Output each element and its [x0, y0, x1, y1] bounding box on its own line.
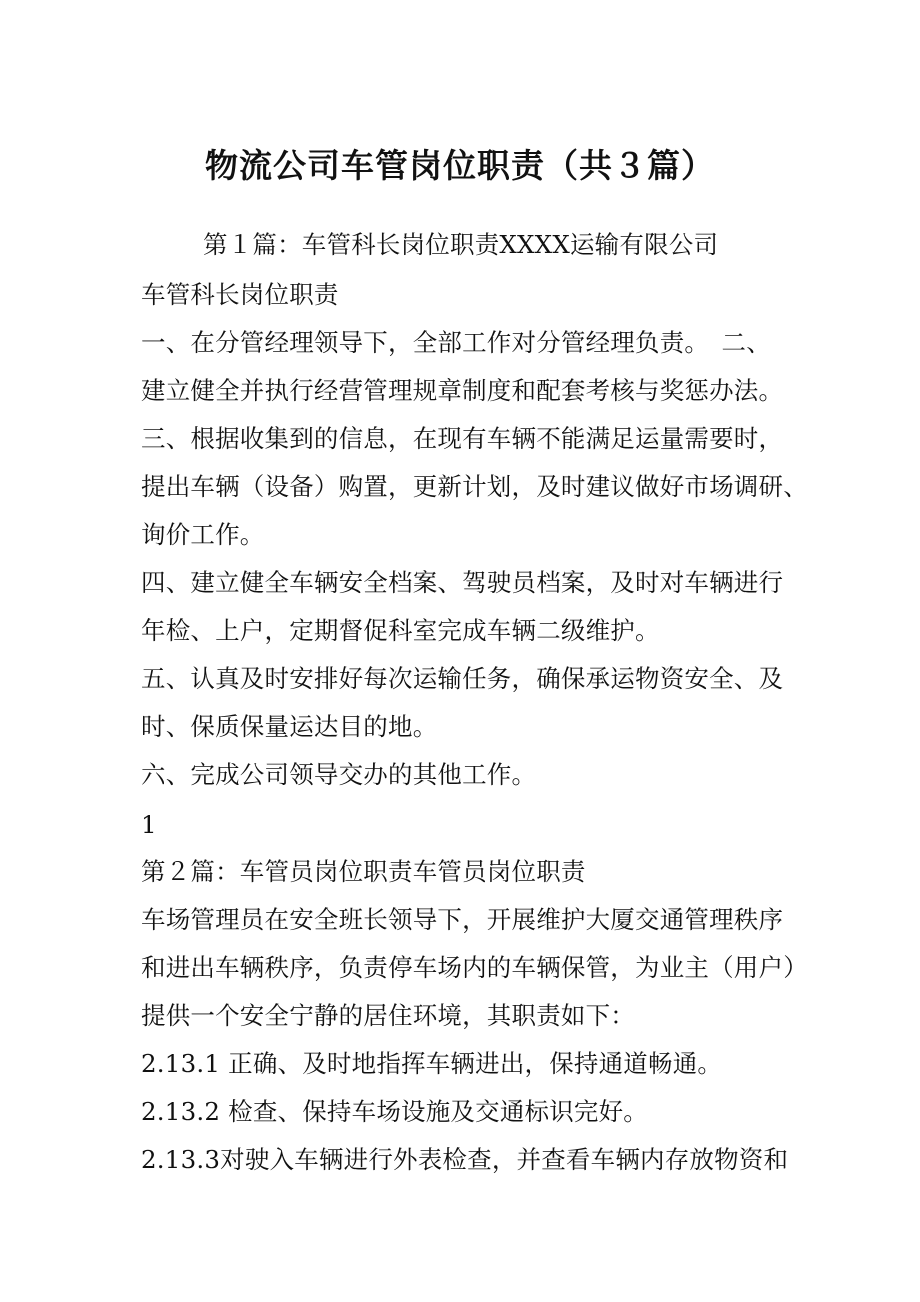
paragraph-line: 2.13.3对驶入车辆进行外表检查，并查看车辆内存放物资和	[141, 1145, 789, 1174]
paragraph-line: 一、在分管经理领导下，全部工作对分管经理负责。 二、	[141, 328, 771, 357]
paragraph-line: 2.13.2 检查、保持车场设施及交通标识完好。	[141, 1097, 649, 1126]
paragraph-line: 四、建立健全车辆安全档案、驾驶员档案，及时对车辆进行	[141, 568, 784, 597]
paragraph-line: 提出车辆（设备）购置，更新计划，及时建议做好市场调研、	[141, 472, 808, 501]
paragraph-line: 和进出车辆秩序，负责停车场内的车辆保管，为业主（用户）	[141, 953, 808, 982]
paragraph-line: 2.13.1 正确、及时地指挥车辆进出，保持通道畅通。	[141, 1049, 723, 1078]
section-2-heading: 第２篇：车管员岗位职责车管员岗位职责	[141, 857, 586, 886]
paragraph-line: 六、完成公司领导交办的其他工作。	[141, 760, 537, 789]
section-1-heading: 第１篇：车管科长岗位职责XXXX运输有限公司	[203, 230, 719, 259]
page-number: 1	[141, 810, 157, 839]
paragraph-line: 五、认真及时安排好每次运输任务，确保承运物资安全、及	[141, 664, 784, 693]
paragraph-line: 提供一个安全宁静的居住环境，其职责如下：	[141, 1001, 635, 1030]
paragraph-line: 建立健全并执行经营管理规章制度和配套考核与奖惩办法。	[141, 376, 784, 405]
paragraph-line: 三、根据收集到的信息，在现有车辆不能满足运量需要时，	[141, 424, 784, 453]
paragraph-line: 车场管理员在安全班长领导下，开展维护大厦交通管理秩序	[141, 905, 784, 934]
paragraph-line: 年检、上户，定期督促科室完成车辆二级维护。	[141, 616, 660, 645]
document-title: 物流公司车管岗位职责（共３篇）	[205, 146, 715, 185]
paragraph-line: 时、保质保量运达目的地。	[141, 712, 438, 741]
paragraph-line: 车管科长岗位职责	[141, 280, 339, 309]
paragraph-line: 询价工作。	[141, 520, 265, 549]
